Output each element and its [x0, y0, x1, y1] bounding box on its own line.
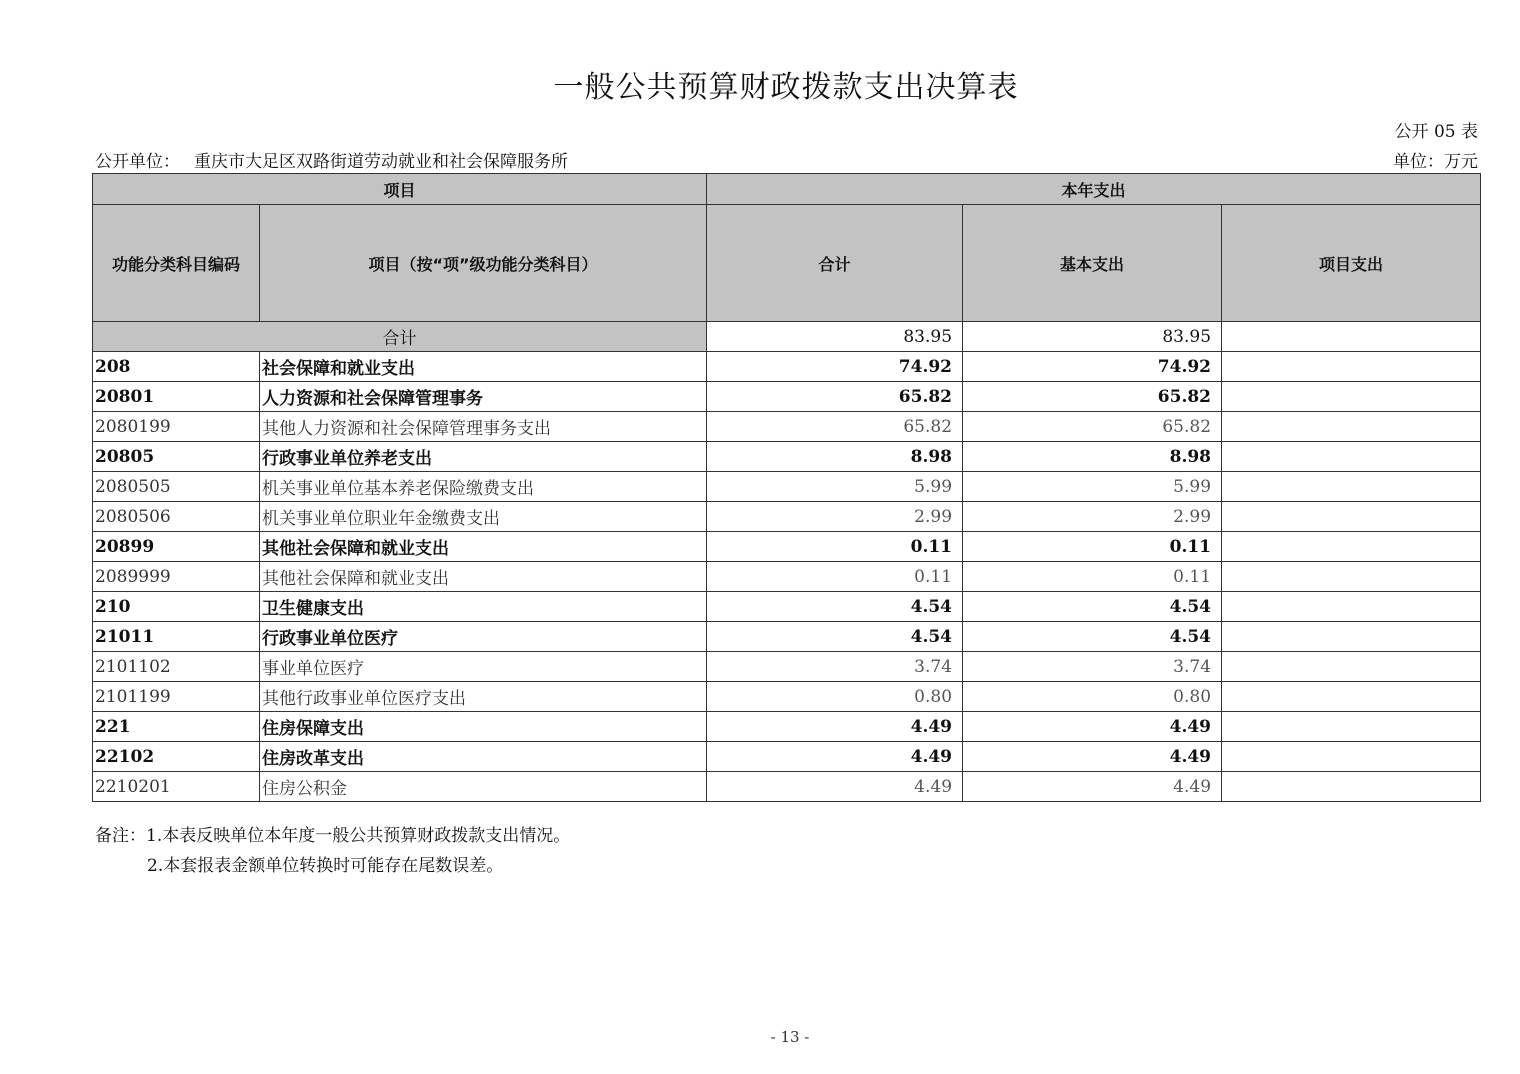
table-row: [93, 562, 1481, 592]
header-row-1: [93, 174, 1481, 205]
row-total: 74.92: [707, 352, 963, 382]
row-project: [1222, 622, 1481, 652]
row-project: [1222, 772, 1481, 802]
row-basic: 65.82: [963, 412, 1222, 442]
row-name: 其他社会保障和就业支出: [260, 532, 707, 562]
row-project: [1222, 712, 1481, 742]
row-name: 卫生健康支出: [260, 592, 707, 622]
row-project: [1222, 412, 1481, 442]
table-row: [93, 352, 1481, 382]
page-number: - 13 -: [770, 1028, 810, 1046]
row-code: 20805: [93, 442, 260, 472]
row-code: 2080505: [93, 472, 260, 502]
row-project: [1222, 742, 1481, 772]
budget-table: [92, 173, 1481, 802]
table-row: [93, 532, 1481, 562]
row-project: [1222, 592, 1481, 622]
row-name: 其他社会保障和就业支出: [260, 562, 707, 592]
row-code: 2089999: [93, 562, 260, 592]
row-basic: 0.80: [963, 682, 1222, 712]
note-1: 备注：1.本表反映单位本年度一般公共预算财政拨款支出情况。: [95, 826, 571, 846]
org-label: 公开单位：: [95, 152, 180, 172]
row-code: 22102: [93, 742, 260, 772]
row-name: 住房改革支出: [260, 742, 707, 772]
row-code: 2080506: [93, 502, 260, 532]
row-basic: 4.54: [963, 622, 1222, 652]
org-name: 重庆市大足区双路街道劳动就业和社会保障服务所: [194, 152, 568, 172]
table-row: [93, 622, 1481, 652]
row-basic: 74.92: [963, 352, 1222, 382]
row-code: 210: [93, 592, 260, 622]
row-name: 其他行政事业单位医疗支出: [260, 682, 707, 712]
total-row: [93, 322, 1481, 352]
row-name: 住房保障支出: [260, 712, 707, 742]
row-basic: 2.99: [963, 502, 1222, 532]
row-name: 事业单位医疗: [260, 652, 707, 682]
row-total: 2.99: [707, 502, 963, 532]
row-name: 人力资源和社会保障管理事务: [260, 382, 707, 412]
col-project-header: 项目支出: [1222, 205, 1481, 322]
org-line: [95, 147, 568, 172]
table-row: [93, 412, 1481, 442]
row-code: 2080199: [93, 412, 260, 442]
row-project: [1222, 382, 1481, 412]
unit-label: 单位：万元: [1393, 152, 1478, 172]
row-name: 机关事业单位职业年金缴费支出: [260, 502, 707, 532]
row-code: 2101102: [93, 652, 260, 682]
col-code-header: 功能分类科目编码: [93, 205, 260, 322]
row-code: 221: [93, 712, 260, 742]
row-name: 行政事业单位医疗: [260, 622, 707, 652]
row-project: [1222, 682, 1481, 712]
table-row: [93, 742, 1481, 772]
row-total: 0.11: [707, 562, 963, 592]
row-project: [1222, 562, 1481, 592]
row-total: 0.80: [707, 682, 963, 712]
row-name: 社会保障和就业支出: [260, 352, 707, 382]
row-basic: 8.98: [963, 442, 1222, 472]
page-title: 一般公共预算财政拨款支出决算表: [553, 70, 1019, 105]
col-basic-header: 基本支出: [963, 205, 1222, 322]
total-label: 合计: [93, 322, 707, 352]
row-basic: 0.11: [963, 532, 1222, 562]
row-total: 5.99: [707, 472, 963, 502]
row-code: 20899: [93, 532, 260, 562]
row-code: 2210201: [93, 772, 260, 802]
row-name: 机关事业单位基本养老保险缴费支出: [260, 472, 707, 502]
table-row: [93, 772, 1481, 802]
row-project: [1222, 652, 1481, 682]
table-row: [93, 382, 1481, 412]
total-value: 83.95: [707, 322, 963, 352]
table-row: [93, 442, 1481, 472]
row-basic: 65.82: [963, 382, 1222, 412]
table-row: [93, 502, 1481, 532]
row-total: 0.11: [707, 532, 963, 562]
row-basic: 4.49: [963, 772, 1222, 802]
total-project: [1222, 322, 1481, 352]
col-name-header: 项目（按“项”级功能分类科目）: [260, 205, 707, 322]
row-total: 4.54: [707, 592, 963, 622]
row-basic: 0.11: [963, 562, 1222, 592]
row-code: 20801: [93, 382, 260, 412]
notes: [95, 821, 570, 881]
row-project: [1222, 502, 1481, 532]
row-project: [1222, 352, 1481, 382]
row-total: 8.98: [707, 442, 963, 472]
row-basic: 5.99: [963, 472, 1222, 502]
row-total: 65.82: [707, 412, 963, 442]
row-project: [1222, 472, 1481, 502]
row-name: 行政事业单位养老支出: [260, 442, 707, 472]
row-basic: 4.49: [963, 742, 1222, 772]
row-total: 4.54: [707, 622, 963, 652]
table-row: [93, 592, 1481, 622]
row-total: 4.49: [707, 742, 963, 772]
row-code: 2101199: [93, 682, 260, 712]
row-name: 其他人力资源和社会保障管理事务支出: [260, 412, 707, 442]
table-row: [93, 712, 1481, 742]
row-code: 21011: [93, 622, 260, 652]
header-row-2: [93, 205, 1481, 322]
row-name: 住房公积金: [260, 772, 707, 802]
table-row: [93, 472, 1481, 502]
row-total: 4.49: [707, 772, 963, 802]
row-total: 4.49: [707, 712, 963, 742]
table-row: [93, 682, 1481, 712]
form-number: 公开 05 表: [1394, 122, 1478, 142]
row-code: 208: [93, 352, 260, 382]
header-project: 项目: [93, 174, 707, 205]
table-row: [93, 652, 1481, 682]
header-current-year: 本年支出: [707, 174, 1481, 205]
col-total-header: 合计: [707, 205, 963, 322]
row-total: 65.82: [707, 382, 963, 412]
total-basic: 83.95: [963, 322, 1222, 352]
row-project: [1222, 442, 1481, 472]
row-basic: 4.49: [963, 712, 1222, 742]
row-basic: 4.54: [963, 592, 1222, 622]
row-total: 3.74: [707, 652, 963, 682]
row-basic: 3.74: [963, 652, 1222, 682]
row-project: [1222, 532, 1481, 562]
note-2: 2.本套报表金额单位转换时可能存在尾数误差。: [147, 856, 504, 876]
